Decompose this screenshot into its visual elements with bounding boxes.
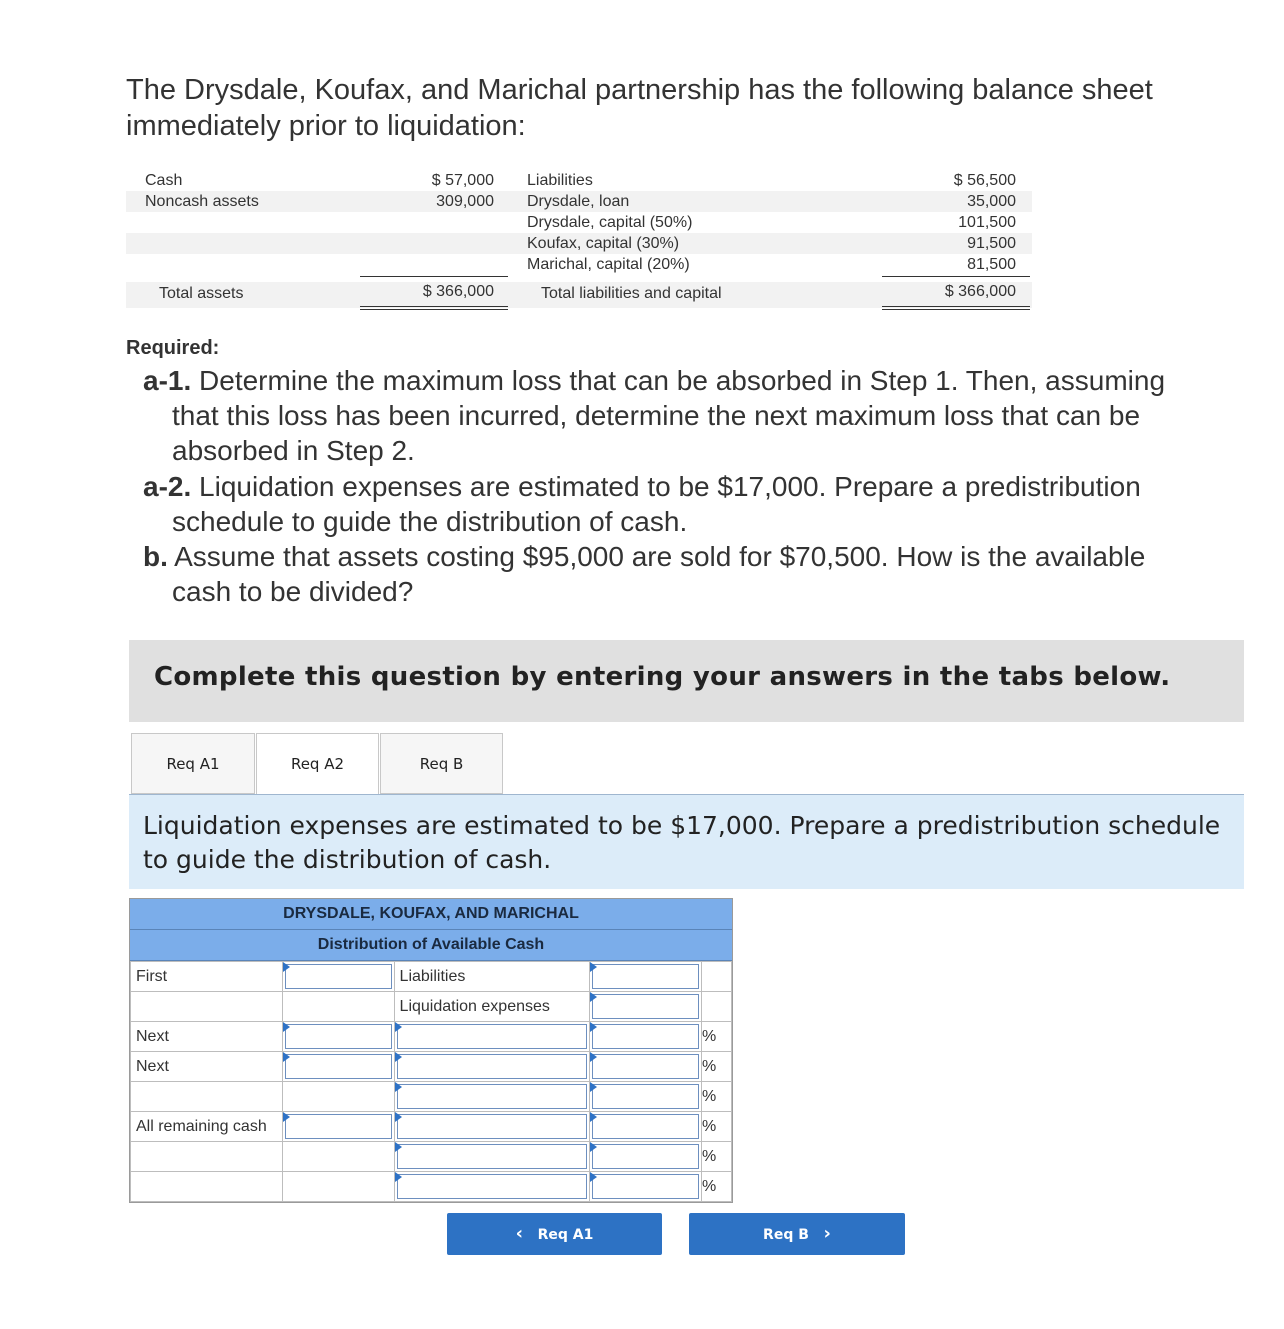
empty-cell	[282, 1142, 394, 1172]
input-marker	[590, 1112, 597, 1122]
percent-sign: %	[702, 1142, 732, 1172]
liability-amount: 35,000	[967, 193, 1016, 210]
asset-label: Noncash assets	[145, 193, 259, 210]
schedule-subtitle: Distribution of Available Cash	[130, 930, 732, 961]
tab-req-a1[interactable]: Req A1	[131, 733, 255, 794]
row-label: Next	[131, 1052, 283, 1082]
schedule-title: DRYSDALE, KOUFAX, AND MARICHAL	[130, 899, 732, 930]
liability-amount: 101,500	[958, 214, 1016, 231]
row-label	[131, 1082, 283, 1112]
input-marker	[590, 1082, 597, 1092]
percent-input[interactable]	[592, 1144, 699, 1169]
input-marker	[395, 1022, 402, 1032]
amount-input[interactable]	[592, 994, 699, 1019]
input-marker	[395, 1172, 402, 1182]
percent-input[interactable]	[592, 1024, 699, 1049]
partner-cell[interactable]	[394, 1112, 590, 1142]
percent-cell[interactable]	[590, 1052, 702, 1082]
empty-cell	[282, 992, 394, 1022]
complete-prompt-box	[129, 640, 1244, 722]
partner-input[interactable]	[397, 1174, 588, 1199]
liquidation-expenses-label: Liquidation expenses	[394, 992, 590, 1022]
required-title: Required:	[126, 337, 220, 359]
input-marker	[590, 1022, 597, 1032]
tab-req-b[interactable]: Req B	[380, 733, 503, 794]
item-text: Liquidation expenses are estimated to be $17,000. Prepare a predistribution	[199, 471, 1141, 502]
prev-label: Req A1	[537, 1227, 594, 1243]
item-text: Determine the maximum loss that can be absorbed in Step 1. Then, assuming	[199, 365, 1166, 396]
input-marker	[590, 962, 597, 972]
amount-cell[interactable]	[590, 992, 702, 1022]
partner-input[interactable]	[397, 1114, 588, 1139]
partner-cell[interactable]	[394, 1022, 590, 1052]
liability-amount: $ 56,500	[953, 172, 1016, 189]
total-assets-amount: $ 366,000	[422, 283, 494, 300]
amount-cell[interactable]	[282, 1112, 394, 1142]
empty-cell	[282, 1172, 394, 1202]
partner-input[interactable]	[397, 1144, 588, 1169]
input-marker	[395, 1142, 402, 1152]
percent-sign: %	[702, 1052, 732, 1082]
row-label: Next	[131, 1022, 283, 1052]
double-underline	[882, 306, 1030, 310]
partner-input[interactable]	[397, 1084, 588, 1109]
input-marker	[395, 1112, 402, 1122]
amount-input[interactable]	[285, 1024, 392, 1049]
input-marker	[395, 1052, 402, 1062]
liability-label: Koufax, capital (30%)	[527, 235, 680, 252]
liabilities-label: Liabilities	[394, 962, 590, 992]
total-liabilities-label: Total liabilities and capital	[541, 285, 722, 302]
asset-amount: $ 57,000	[431, 172, 494, 189]
complete-prompt: Complete this question by entering your answers in the tabs below.	[154, 662, 1171, 692]
partner-input[interactable]	[397, 1024, 588, 1049]
amount-cell[interactable]	[282, 1022, 394, 1052]
amount-cell[interactable]	[282, 962, 394, 992]
row-label: All remaining cash	[131, 1112, 283, 1142]
liability-label: Drysdale, loan	[527, 193, 630, 210]
input-marker	[590, 1172, 597, 1182]
percent-sign: %	[702, 1112, 732, 1142]
partner-cell[interactable]	[394, 1142, 590, 1172]
total-liabilities-amount: $ 366,000	[944, 283, 1016, 300]
amount-input[interactable]	[285, 964, 392, 989]
liability-amount: 81,500	[967, 256, 1016, 273]
liability-label: Marichal, capital (20%)	[527, 256, 690, 273]
percent-cell[interactable]	[590, 1112, 702, 1142]
empty-cell	[702, 962, 732, 992]
percent-sign: %	[702, 1082, 732, 1112]
percent-cell[interactable]	[590, 1172, 702, 1202]
item-text: absorbed in Step 2.	[172, 435, 415, 466]
liability-amount: 91,500	[967, 235, 1016, 252]
tab-req-a2[interactable]: Req A2	[256, 733, 379, 795]
item-text: that this loss has been incurred, determine the next maximum loss that can be	[172, 400, 1141, 431]
asset-amount: 309,000	[436, 193, 494, 210]
empty-cell	[282, 1082, 394, 1112]
percent-input[interactable]	[592, 1114, 699, 1139]
divider	[882, 276, 1030, 277]
divider	[360, 276, 508, 277]
required-item	[143, 539, 1253, 609]
asset-label: Cash	[145, 172, 183, 189]
required-item	[143, 469, 1253, 539]
liability-label: Liabilities	[527, 172, 593, 189]
input-marker	[283, 1022, 290, 1032]
chevron-right-icon: ›	[823, 1223, 831, 1244]
percent-sign: %	[702, 1022, 732, 1052]
percent-input[interactable]	[592, 1054, 699, 1079]
amount-cell[interactable]	[282, 1052, 394, 1082]
next-button[interactable]	[689, 1213, 905, 1255]
row-label	[131, 1142, 283, 1172]
item-key: a-2.	[143, 471, 192, 502]
input-marker	[590, 1052, 597, 1062]
partner-cell[interactable]	[394, 1172, 590, 1202]
item-key: b.	[143, 541, 168, 572]
distribution-schedule	[129, 898, 733, 1203]
input-marker	[395, 1082, 402, 1092]
amount-input[interactable]	[592, 964, 699, 989]
problem-intro: The Drysdale, Koufax, and Marichal partnership has the following balance sheet immediately prior to liquidation:	[126, 74, 1153, 142]
item-text: Assume that assets costing $95,000 are sold for $70,500. How is the available	[174, 541, 1146, 572]
instruction-text: Liquidation expenses are estimated to be $17,000. Prepare a predistribution schedule to guide the distribution of cash.	[143, 811, 1221, 874]
row-label	[131, 1172, 283, 1202]
input-marker	[590, 992, 597, 1002]
amount-cell[interactable]	[590, 962, 702, 992]
chevron-left-icon: ‹	[515, 1223, 524, 1244]
partner-input[interactable]	[397, 1054, 588, 1079]
row-label: First	[131, 962, 283, 992]
percent-cell[interactable]	[590, 1142, 702, 1172]
percent-cell[interactable]	[590, 1082, 702, 1112]
input-marker	[283, 962, 290, 972]
item-text: schedule to guide the distribution of cash.	[172, 506, 688, 537]
percent-sign: %	[702, 1172, 732, 1202]
amount-input[interactable]	[285, 1114, 392, 1139]
partner-cell[interactable]	[394, 1082, 590, 1112]
item-text: cash to be divided?	[172, 576, 414, 607]
input-marker	[590, 1142, 597, 1152]
percent-cell[interactable]	[590, 1022, 702, 1052]
item-key: a-1.	[143, 365, 192, 396]
next-label: Req B	[763, 1227, 809, 1243]
total-assets-label: Total assets	[159, 285, 244, 302]
amount-input[interactable]	[285, 1054, 392, 1079]
input-marker	[283, 1112, 290, 1122]
double-underline	[360, 306, 508, 310]
partner-cell[interactable]	[394, 1052, 590, 1082]
empty-cell	[702, 992, 732, 1022]
prev-button[interactable]	[447, 1213, 662, 1255]
required-item	[143, 363, 1253, 468]
percent-input[interactable]	[592, 1084, 699, 1109]
row-label	[131, 992, 283, 1022]
liability-label: Drysdale, capital (50%)	[527, 214, 693, 231]
instruction-box	[129, 795, 1244, 889]
percent-input[interactable]	[592, 1174, 699, 1199]
input-marker	[283, 1052, 290, 1062]
